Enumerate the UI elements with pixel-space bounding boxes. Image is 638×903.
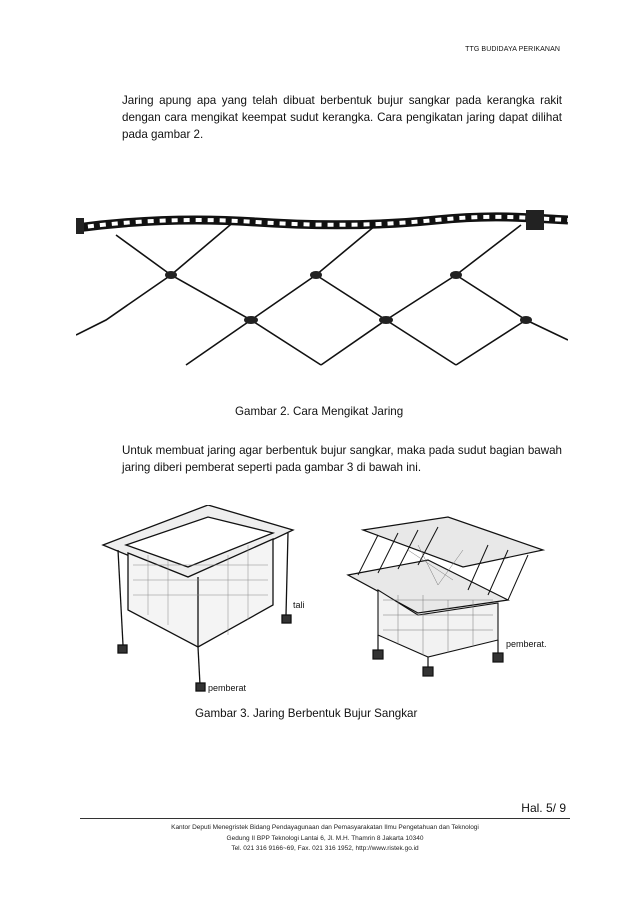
- label-tali: tali: [293, 600, 305, 610]
- running-header: TTG BUDIDAYA PERIKANAN: [465, 46, 560, 53]
- page-footer: [80, 823, 570, 855]
- label-pemberat-left: pemberat: [208, 683, 247, 693]
- footer-line-3: Tel. 021 316 9166~69, Fax. 021 316 1952, http://www.ristek.go.id: [231, 845, 419, 852]
- paragraph-net-weights: Untuk membuat jaring agar berbentuk bujur sangkar, maka pada sudut bagian bawah jaring diberi pemberat seperti pada gambar 3 di bawah ini.: [122, 444, 562, 474]
- figure-3-caption: Gambar 3. Jaring Berbentuk Bujur Sangkar: [195, 707, 418, 720]
- page-number: Hal. 5/ 9: [521, 801, 566, 815]
- footer-line-1: Kantor Deputi Menegristek Bidang Pendayagunaan dan Pemasyarakatan Ilmu Pengetahuan dan Teknologi: [171, 824, 479, 831]
- footer-line-2: Gedung II BPP Teknologi Lantai 6, Jl. M.H. Thamrin 8 Jakarta 10340: [226, 834, 424, 842]
- paragraph-net-attachment: Jaring apung apa yang telah dibuat berbentuk bujur sangkar pada kerangka rakit dengan cara mengikat keempat sudut kerangka. Cara pengikatan jaring dapat dilihat pada gambar 2.: [122, 94, 562, 141]
- footer-divider: [80, 818, 570, 819]
- figure-square-net-illustration: [88, 505, 550, 700]
- figure-net-tying-illustration: [76, 180, 568, 380]
- figure-2-caption: Gambar 2. Cara Mengikat Jaring: [235, 405, 404, 418]
- label-pemberat-right: pemberat.: [506, 639, 547, 649]
